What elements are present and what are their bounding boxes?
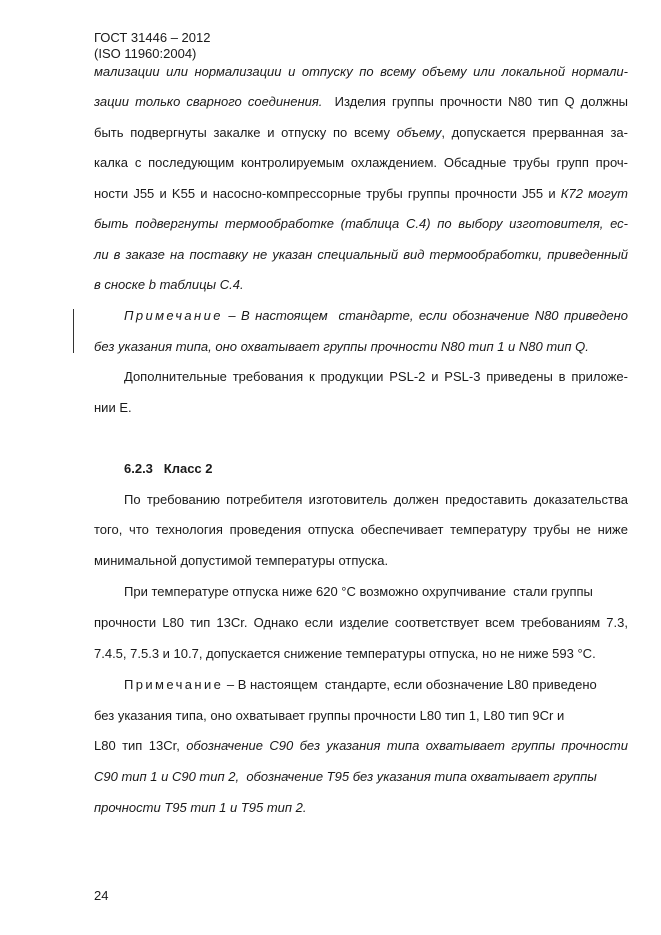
note-line: С90 тип 1 и С90 тип 2, обозначение Т95 без указания типа охватывает группы [94, 769, 597, 784]
note-line: Примечание – В настоящем стандарте, если обозначение N80 приведено [124, 308, 628, 323]
text-line: прочности L80 тип 13Cr. Однако если изделие соответствует всем требованиям 7.3, [94, 615, 628, 630]
change-bar [73, 309, 74, 353]
text-line: ли в заказе на поставку не указан специальный вид термообработки, приведенный [94, 247, 628, 262]
standard-number: ГОСТ 31446 – 2012 [94, 30, 211, 45]
text-line: быть подвергнуты закалке и отпуску по всему объему, допускается прерванная за- [94, 125, 628, 140]
text-line: калка с последующим контролируемым охлаждением. Обсадные трубы групп проч- [94, 155, 628, 170]
iso-reference: (ISO 11960:2004) [94, 46, 197, 61]
section-number: 6.2.3 [124, 461, 153, 476]
text-line: зации только сварного соединения. Изделия группы прочности N80 тип Q должны [94, 94, 629, 109]
text-line: 7.4.5, 7.5.3 и 10.7, допускается снижение температуры отпуска, но не ниже 593 °С. [94, 646, 596, 661]
text-line: в сноске b таблицы С.4. [94, 277, 244, 292]
text-line: минимальной допустимой температуры отпуска. [94, 553, 389, 568]
text-line: ности J55 и K55 и насосно-компрессорные трубы группы прочности J55 и К72 могут [94, 186, 628, 201]
section-title: Класс 2 [163, 461, 213, 476]
page-number: 24 [94, 888, 109, 903]
text-line: того, что технология проведения отпуска обеспечивает температуру трубы не ниже [94, 522, 628, 537]
text-line: мализации или нормализации и отпуску по всему объему или локальной нормали- [94, 64, 628, 79]
note-line: L80 тип 13Cr, обозначение С90 без указания типа охватывает группы прочности [94, 738, 628, 753]
note-line: без указания типа, оно охватывает группы прочности N80 тип 1 и N80 тип Q. [94, 339, 589, 354]
note-line: прочности Т95 тип 1 и Т95 тип 2. [94, 800, 307, 815]
section-heading [124, 461, 628, 477]
text-line: быть подвергнуты термообработке (таблица С.4) по выбору изготовителя, ес- [94, 216, 628, 231]
note-line: без указания типа, оно охватывает группы прочности L80 тип 1, L80 тип 9Cr и [94, 708, 565, 723]
document-header [94, 30, 210, 62]
text-line: нии Е. [94, 400, 132, 415]
note-line: Примечание – В настоящем стандарте, если обозначение L80 приведено [124, 677, 597, 692]
note-label: Примечание [124, 308, 223, 323]
text-line: При температуре отпуска ниже 620 °С возможно охрупчивание стали группы [124, 584, 593, 599]
text-line: Дополнительные требования к продукции PSL-2 и PSL-3 приведены в приложе- [124, 369, 628, 384]
note-label: Примечание [124, 677, 224, 692]
text-line: По требованию потребителя изготовитель должен предоставить доказательства [124, 492, 628, 507]
